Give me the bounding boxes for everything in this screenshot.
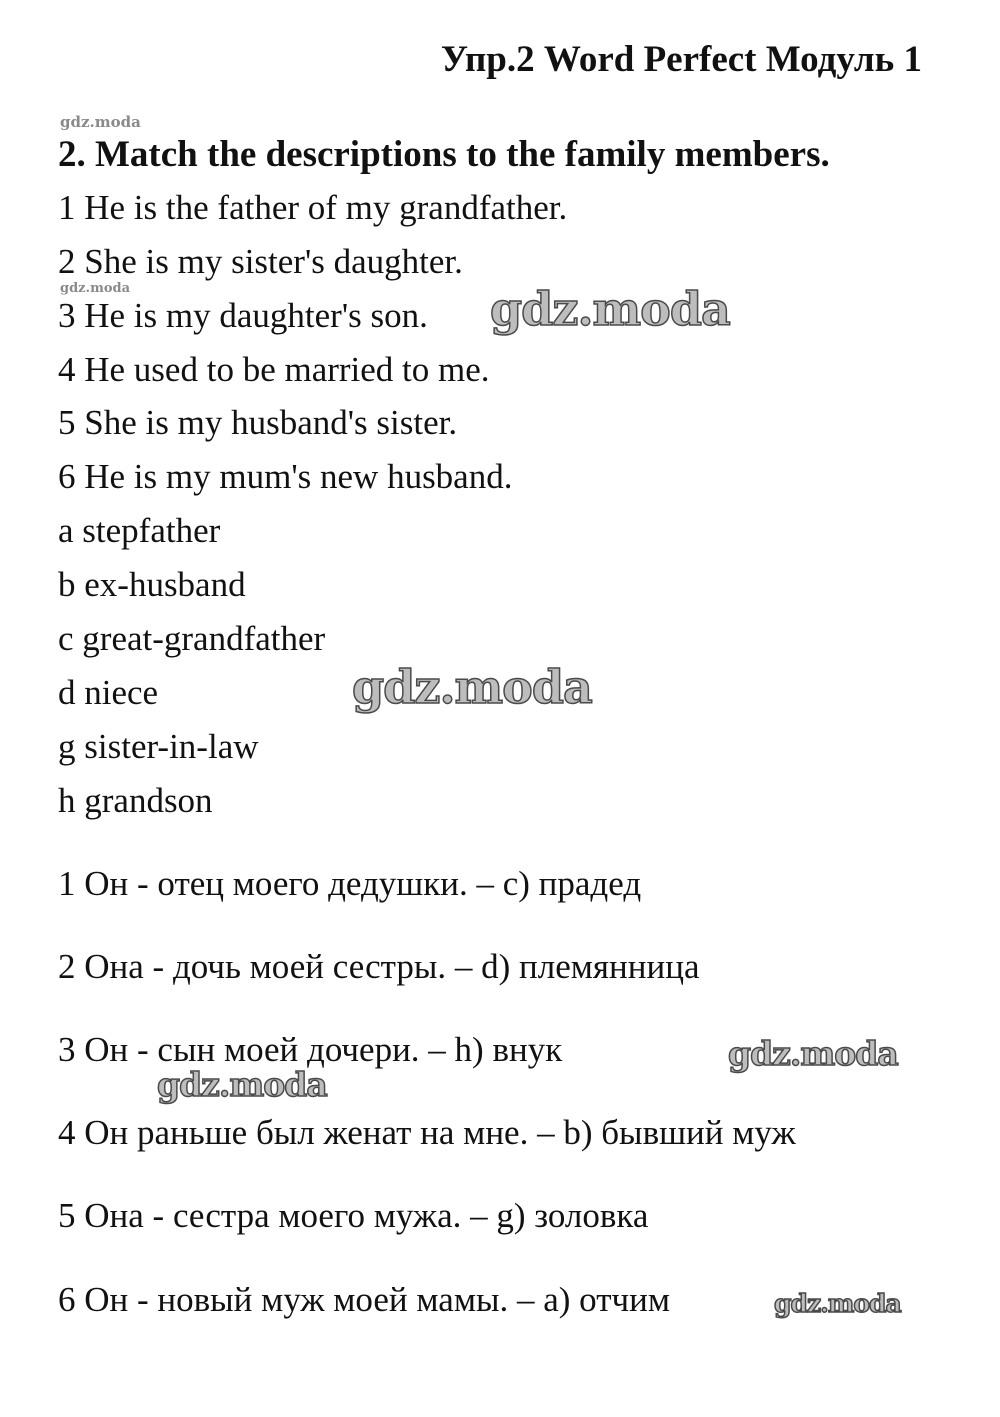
option-a: a stepfather	[58, 511, 221, 550]
watermark: gdz.moda	[60, 281, 131, 296]
watermark: gdz.moda	[774, 1289, 901, 1318]
watermark: gdz.moda	[490, 282, 730, 336]
watermark: gdz.moda	[60, 113, 141, 131]
description-3: 3 He is my daughter's son.	[58, 296, 428, 335]
option-h: h grandson	[58, 781, 213, 820]
watermark: gdz.moda	[352, 660, 592, 714]
answer-5: 5 Она - сестра моего мужа. – g) золовка	[58, 1196, 649, 1235]
option-b: b ex-husband	[58, 565, 246, 604]
watermark: gdz.moda	[728, 1034, 898, 1073]
answer-4: 4 Он раньше был женат на мне. – b) бывший муж	[58, 1113, 796, 1152]
answer-3: 3 Он - сын моей дочери. – h) внук	[58, 1030, 563, 1069]
option-g: g sister-in-law	[58, 727, 259, 766]
description-4: 4 He used to be married to me.	[58, 350, 490, 389]
description-5: 5 She is my husband's sister.	[58, 403, 458, 442]
option-c: c great-grandfather	[58, 619, 326, 658]
answer-2: 2 Она - дочь моей сестры. – d) племянница	[58, 947, 700, 986]
task-title: 2. Match the descriptions to the family members.	[58, 134, 830, 175]
description-1: 1 He is the father of my grandfather.	[58, 188, 568, 227]
page-header: Упр.2 Word Perfect Модуль 1	[440, 39, 922, 80]
option-d: d niece	[58, 673, 159, 712]
answer-1: 1 Он - отец моего дедушки. – c) прадед	[58, 864, 642, 903]
watermark: gdz.moda	[157, 1065, 327, 1104]
description-6: 6 He is my mum's new husband.	[58, 457, 513, 496]
description-2: 2 She is my sister's daughter.	[58, 242, 463, 281]
answer-6: 6 Он - новый муж моей мамы. – a) отчим	[58, 1280, 670, 1319]
